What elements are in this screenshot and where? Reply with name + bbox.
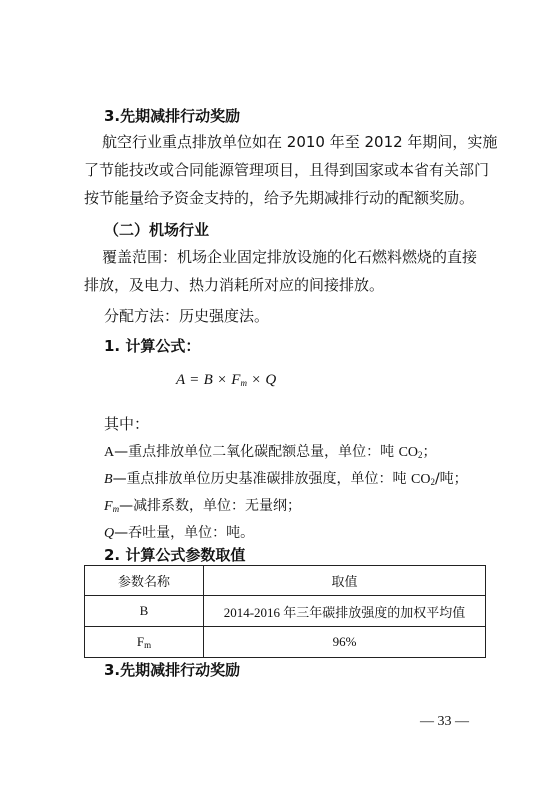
table-cell-value: 2014-2016 年三年碳排放强度的加权平均值 — [204, 596, 486, 627]
table-header-row — [85, 566, 486, 596]
paragraph-line: 按节能量给予资金支持的，给予先期减排行动的配额奖励。 — [84, 189, 475, 207]
definition-b — [104, 469, 468, 492]
paragraph-line: 航空行业重点排放单位如在 2010 年至 2012 年期间，实施 — [102, 133, 498, 151]
paragraph-line: 覆盖范围：机场企业固定排放设施的化石燃料燃烧的直接 — [102, 248, 478, 266]
definition-unit: CO — [398, 445, 419, 460]
definition-tail: /吨； — [434, 471, 468, 487]
formula-times: × — [251, 372, 261, 388]
definition-text: —重点排放单位二氧化碳配额总量，单位：吨 — [114, 444, 399, 460]
paragraph-line: 排放，及电力、热力消耗所对应的间接排放。 — [84, 276, 385, 294]
section-heading-early-reduction-2: 3.先期减排行动奖励 — [104, 661, 241, 679]
section-heading-airport: （二）机场行业 — [104, 221, 210, 239]
table-row — [85, 596, 486, 627]
definition-unit: CO — [411, 472, 431, 487]
definition-unit-sub: 2 — [418, 450, 423, 460]
section-heading-early-reduction: 3.先期减排行动奖励 — [104, 107, 241, 125]
definition-unit-sub: 2 — [430, 477, 435, 487]
heading-params: 2. 计算公式参数取值 — [104, 546, 246, 564]
paragraph-aviation-reward — [84, 128, 498, 212]
table-cell-symbol-sub: m — [144, 640, 152, 650]
definition-a — [104, 442, 437, 465]
definition-tail: ； — [422, 444, 437, 460]
definition-symbol: B — [104, 472, 113, 487]
table-header-cell: 参数名称 — [85, 566, 204, 596]
formula-lhs: A — [176, 372, 186, 388]
definition-fm — [104, 496, 301, 519]
definition-text: —吞吐量，单位：吨。 — [114, 525, 255, 541]
table-cell-symbol: F — [136, 634, 145, 649]
table-header-cell: 取值 — [204, 566, 486, 596]
table-cell-name: B — [85, 596, 204, 627]
paragraph-line: 了节能技改或合同能源管理项目，且得到国家或本省有关部门 — [84, 161, 490, 179]
definition-symbol: Q — [104, 526, 115, 541]
formula-term-f: F — [231, 372, 241, 388]
where-label: 其中： — [104, 415, 150, 433]
table-cell-value: 96% — [204, 627, 486, 658]
params-table — [84, 565, 486, 658]
formula-term-q: Q — [265, 372, 277, 388]
formula-times: × — [217, 372, 227, 388]
definition-text: —减排系数，单位：无量纲； — [119, 498, 302, 514]
paragraph-coverage — [84, 243, 484, 299]
table-cell-name — [85, 627, 204, 658]
definition-symbol: A — [104, 445, 115, 460]
definition-text: —重点排放单位历史基准碳排放强度，单位：吨 — [112, 471, 412, 487]
formula-term-b: B — [203, 372, 213, 388]
table-row — [85, 627, 486, 658]
allocation-method: 分配方法：历史强度法。 — [104, 307, 270, 325]
formula-equals: = — [190, 372, 199, 388]
formula — [176, 372, 276, 389]
definition-symbol: F — [104, 499, 113, 514]
formula-term-f-sub: m — [240, 378, 247, 388]
page-number: — 33 — — [420, 714, 469, 729]
definition-q — [104, 523, 254, 544]
heading-formula: 1. 计算公式： — [104, 337, 201, 355]
definition-symbol-sub: m — [112, 504, 120, 514]
